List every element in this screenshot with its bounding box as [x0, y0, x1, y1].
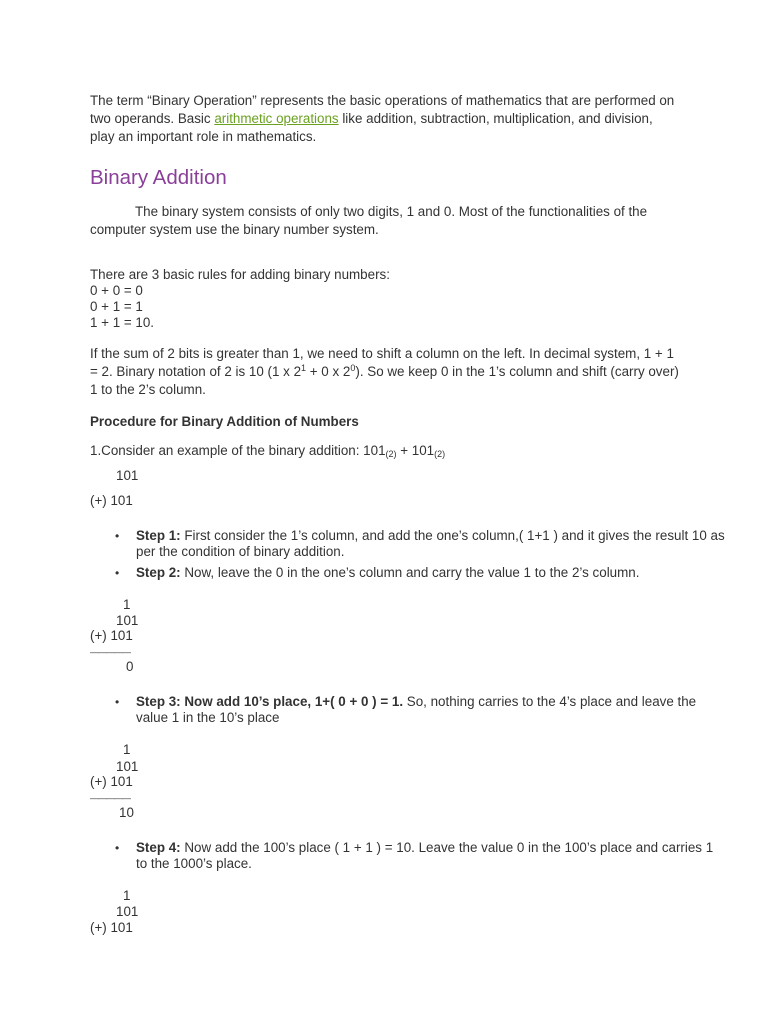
- operand-bottom: (+) 101: [90, 774, 133, 789]
- step-item: • Step 4: Now add the 100’s place ( 1 + 1 ) = 10. Leave the value 0 in the 100’s place and carries 1 to the 1000’s place.: [115, 840, 714, 871]
- operand-top: 101: [116, 468, 139, 483]
- operand-top: 101: [116, 759, 139, 774]
- rule-line: 1 + 1 = 10.: [90, 315, 155, 330]
- steps-list-a: [90, 528, 726, 586]
- operand-top: 101: [116, 904, 139, 919]
- steps-list-b: [90, 694, 726, 731]
- intro-paragraph: The term “Binary Operation” represents the basic operations of mathematics that are performed on two operands. Basic arithmetic operations like addition, subtraction, multiplication, and division, play an important role in mathematics.: [90, 93, 675, 144]
- procedure-heading: Procedure for Binary Addition of Numbers: [90, 414, 359, 429]
- arithmetic-operations-link[interactable]: arithmetic operations: [214, 111, 339, 126]
- steps-list-c: [90, 840, 726, 877]
- operand-bottom: (+) 101: [90, 628, 133, 643]
- section-heading: Binary Addition: [90, 166, 227, 189]
- bullet-icon: •: [115, 529, 120, 543]
- rules-intro: There are 3 basic rules for adding binary numbers:: [90, 267, 390, 282]
- rule-line: 0 + 1 = 1: [90, 299, 143, 314]
- bullet-icon: •: [115, 566, 120, 580]
- carry-digit: 1: [123, 597, 131, 612]
- step-item: • Step 1: First consider the 1’s column, and add the one’s column,( 1+1 ) and it gives the result 10 as per the condition of binary addition.: [115, 528, 725, 559]
- bullet-icon: •: [115, 695, 120, 709]
- operand-bottom: (+) 101: [90, 493, 133, 508]
- rules-block: [90, 267, 680, 331]
- step-item: • Step 2: Now, leave the 0 in the one’s column and carry the value 1 to the 2’s column.: [115, 565, 640, 580]
- sum-rule: —————: [90, 647, 130, 657]
- sum-rule: —————: [90, 793, 130, 803]
- carry-digit: 1: [123, 888, 131, 903]
- partial-result: 10: [119, 805, 134, 820]
- step-item: • Step 3: Now add 10’s place, 1+( 0 + 0 ) = 1. So, nothing carries to the 4’s place and leave the value 1 in the 10’s place: [115, 694, 697, 725]
- operand-bottom: (+) 101: [90, 920, 133, 935]
- example-line: 1.Consider an example of the binary addition: $101_{(2)} + 101_{(2)}$: [90, 443, 446, 459]
- rule-line: 0 + 0 = 0: [90, 283, 143, 298]
- partial-result: 0: [126, 659, 134, 674]
- bullet-icon: •: [115, 841, 120, 855]
- operand-top: 101: [116, 613, 139, 628]
- carry-digit: 1: [123, 742, 131, 757]
- carry-paragraph: If the sum of 2 bits is greater than 1, we need to shift a column on the left. In decimal system, 1 + 1 = 2. Binary notation of 2 is 10 (1 x $2^1 + 0$ x $2^0$). So we keep 0 in the 1’s column and shift (carry over) 1 to the 2’s column.: [90, 346, 679, 397]
- binary-system-paragraph: The binary system consists of only two digits, 1 and 0. Most of the functionalities of the computer system use the binary number system.: [90, 204, 648, 237]
